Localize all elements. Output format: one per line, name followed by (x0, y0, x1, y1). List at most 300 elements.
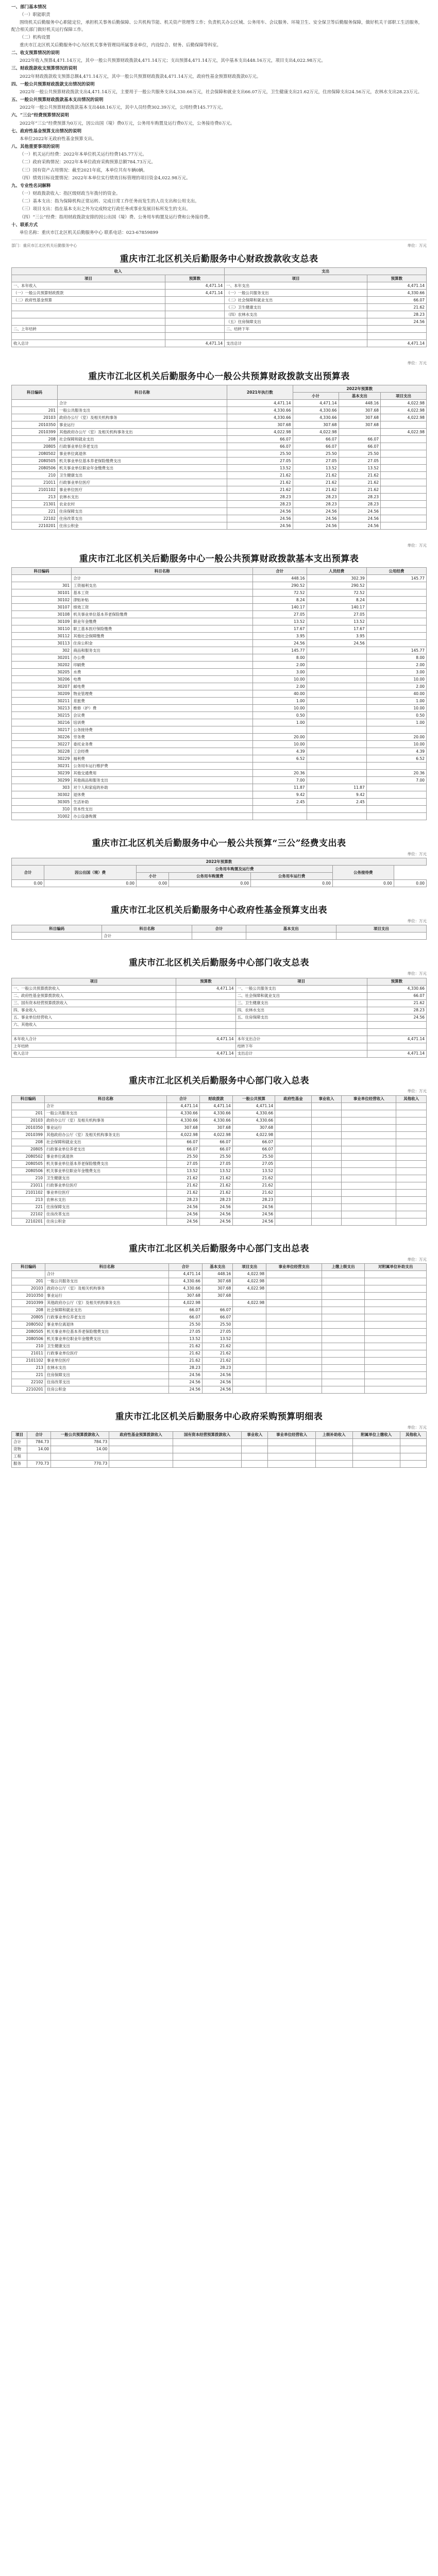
table-cell (322, 1364, 365, 1371)
table-cell: 213 (12, 1196, 45, 1204)
table-cell (366, 726, 426, 734)
table-cell: 21.62 (367, 304, 426, 311)
table-cell: 66.07 (293, 436, 339, 443)
table-cell (381, 472, 427, 479)
table-cell: 退休费 (72, 791, 253, 799)
table-cell: 一般公共服务支出 (45, 1110, 167, 1117)
table-cell (322, 1299, 365, 1307)
table-row (12, 683, 427, 690)
table-cell: 25.50 (202, 1321, 232, 1328)
table-title: 重庆市江北区机关后勤服务中心部门支出总表 (129, 1243, 309, 1254)
table-cell: 66.07 (232, 1139, 275, 1146)
table-cell (275, 1146, 311, 1153)
table-row (12, 1160, 427, 1167)
table-cell: 66.07 (166, 1139, 199, 1146)
table-cell (322, 1321, 365, 1328)
table-cell: 住房改革支出 (45, 1379, 169, 1386)
table-cell (396, 1196, 427, 1204)
table-cell: 2.00 (366, 662, 426, 669)
table-cell: 2080502 (12, 450, 58, 457)
table-cell: 基本工资 (72, 589, 253, 597)
table-cell (396, 1218, 427, 1225)
table-title: 重庆市江北区机关后勤服务中心一般公共预算“三公”经费支出表 (92, 838, 346, 849)
table-cell: 一、一般公共预算拨款收入 (12, 985, 176, 992)
table-cell (396, 1204, 427, 1211)
table-cell: 其他政府办公厅（室）及相关机构事务支出 (57, 429, 227, 436)
table-cell (315, 1438, 352, 1446)
table-cell: 20.00 (366, 734, 426, 741)
table-cell: 农业农村 (57, 501, 227, 508)
table-cell (311, 1117, 342, 1124)
table-cell: 28.23 (199, 1196, 232, 1204)
table-cell: 22102 (12, 1211, 45, 1218)
table-cell: 307.68 (293, 421, 339, 429)
table-cell: 4,471.14 (199, 1103, 232, 1110)
table-cell (27, 1453, 51, 1460)
table-cell (225, 333, 367, 340)
table-cell: 30216 (12, 719, 72, 726)
paragraph: （一）职能职责 (20, 12, 50, 18)
table-cell: 支出总计 (225, 340, 367, 347)
table-row (12, 582, 427, 589)
table-cell: （二）政府性基金预算 (12, 297, 165, 304)
column-header: 2022年预算数 (12, 858, 427, 866)
table-cell: 66.07 (232, 1146, 275, 1153)
table-cell: 66.07 (169, 1307, 203, 1314)
table-cell: 201 (12, 407, 58, 414)
table-cell: 201 (12, 1110, 45, 1117)
table-cell (307, 676, 366, 683)
table-cell: 21.62 (367, 999, 426, 1007)
table-cell: 13.52 (199, 1167, 232, 1175)
table-cell: 职业年金缴费 (72, 618, 253, 625)
table-row (12, 676, 427, 683)
table-cell: 五、事业单位经营收入 (12, 1014, 176, 1021)
table-cell: 住房公积金 (57, 522, 227, 530)
section-heading: 七、政府性基金预算支出情况的说明 (11, 128, 82, 134)
table-cell: 27.05 (253, 611, 307, 618)
table-cell: 2010350 (12, 1124, 45, 1131)
table-row (12, 450, 427, 457)
table-cell (173, 1460, 242, 1467)
table-cell (266, 1335, 322, 1343)
column-header: 支出 (225, 268, 427, 275)
table-cell (311, 1196, 342, 1204)
table-cell (315, 1446, 352, 1453)
paragraph: （二）机构设置 (20, 35, 50, 40)
table-cell (242, 1438, 268, 1446)
table-cell (365, 1321, 427, 1328)
table-cell: 1.00 (366, 719, 426, 726)
table-cell: 政府办公厅（室）及相关机构事务 (45, 1117, 167, 1124)
column-header: 事业收入 (311, 1095, 342, 1103)
table-cell (396, 1160, 427, 1167)
table-row (12, 741, 427, 748)
table-cell: 24.56 (202, 1379, 232, 1386)
column-header: 项目支出 (233, 1263, 266, 1270)
table-cell (253, 762, 307, 770)
table-cell: 公务接待费 (72, 726, 253, 734)
table-cell: 30217 (12, 726, 72, 734)
table-cell: 6.52 (366, 755, 426, 762)
table-row (12, 1103, 427, 1110)
header-row (12, 385, 427, 393)
table-row (12, 762, 427, 770)
table-cell: 行政事业单位医疗 (57, 479, 227, 486)
table-cell: 30206 (12, 676, 72, 683)
table-cell: 机关事业单位职业年金缴费支出 (45, 1335, 169, 1343)
table-cell (173, 1446, 242, 1453)
table-cell: 职工基本医疗保险缴费 (72, 625, 253, 633)
table-cell: 4,471.14 (367, 1036, 426, 1043)
table-cell (396, 1189, 427, 1196)
column-header: 小计 (293, 393, 339, 400)
table-cell (365, 1270, 427, 1278)
table-cell (322, 1292, 365, 1299)
table-cell: 21.62 (227, 479, 293, 486)
table-cell: 21.62 (293, 486, 339, 494)
table-cell: 2210201 (12, 1386, 45, 1393)
table-cell (275, 1110, 311, 1117)
table-cell: 66.07 (367, 992, 426, 999)
table-cell: 行政事业单位养老支出 (45, 1146, 167, 1153)
table-cell: 四、事业收入 (12, 1007, 176, 1014)
table-row (12, 1021, 427, 1028)
table-cell: 201 (12, 1278, 45, 1285)
budget-explanation-text (11, 4, 427, 236)
units-label: 单位：万元 (407, 919, 427, 924)
table-cell: 21011 (12, 1350, 45, 1357)
table-cell (381, 465, 427, 472)
table-cell: 28.23 (166, 1196, 199, 1204)
units-label: 单位：万元 (407, 1089, 427, 1094)
header-row (12, 866, 427, 873)
table-cell (266, 1270, 322, 1278)
table-cell: 28.23 (169, 1364, 203, 1371)
column-header: 项目 (12, 275, 165, 282)
table-cell: 24.56 (232, 1211, 275, 1218)
table-cell (396, 1153, 427, 1160)
table-row (12, 640, 427, 647)
table-cell: 4,022.98 (233, 1299, 266, 1307)
table-row (12, 1278, 427, 1285)
table-row (12, 1124, 427, 1131)
table-cell: 2010350 (12, 421, 58, 429)
table-cell: 4,022.98 (199, 1131, 232, 1139)
column-header: 科目名称 (45, 1263, 169, 1270)
table-cell: 10.00 (366, 676, 426, 683)
table-cell (311, 1189, 342, 1196)
table-cell (366, 625, 426, 633)
table-cell: 事业单位医疗 (45, 1357, 169, 1364)
table-cell (322, 1379, 365, 1386)
department-revenue-expenditure-summary (11, 957, 427, 1057)
table-cell (311, 1211, 342, 1218)
table-cell (253, 813, 307, 820)
table-cell: 物业管理费 (72, 690, 253, 698)
table-row (12, 1335, 427, 1343)
table-cell: 66.07 (367, 297, 426, 304)
table-cell: 11.87 (307, 784, 366, 791)
fiscal-revenue-expenditure-summary (11, 243, 427, 347)
table-cell (366, 589, 426, 597)
table-cell: 24.56 (166, 1211, 199, 1218)
table-cell (266, 1343, 322, 1350)
column-header: 事业单位经营支出 (266, 1263, 322, 1270)
header-row (12, 978, 427, 985)
table-cell (365, 1292, 427, 1299)
table-cell: 221 (12, 1204, 45, 1211)
table-row (12, 340, 427, 347)
column-header: 上级补助收入 (315, 1431, 352, 1438)
table-cell (275, 1117, 311, 1124)
table-cell: 24.56 (202, 1371, 232, 1379)
table-cell: 2101102 (12, 1189, 45, 1196)
table-cell: 24.56 (367, 318, 426, 326)
table-cell: 24.56 (227, 522, 293, 530)
table-row (12, 443, 427, 450)
table-cell: 14.00 (27, 1446, 51, 1453)
table-cell (367, 333, 426, 340)
table-cell (233, 1321, 266, 1328)
table-cell (322, 1307, 365, 1314)
header-row (12, 1095, 427, 1103)
table-cell: 3.00 (253, 669, 307, 676)
table-cell: 2080505 (12, 1328, 45, 1335)
table-cell: 221 (12, 508, 58, 515)
column-header: 项目支出 (381, 393, 427, 400)
table-cell: 303 (12, 784, 72, 791)
table-cell: 30299 (12, 777, 72, 784)
table-cell: 4,471.14 (165, 340, 224, 347)
procurement-table (11, 1411, 427, 1468)
table-cell: 17.67 (253, 625, 307, 633)
three-public-expenses-table (11, 838, 427, 887)
table-cell: 2010350 (12, 1292, 45, 1299)
table-row (12, 1364, 427, 1371)
table-cell (307, 683, 366, 690)
table-cell: 21.62 (232, 1175, 275, 1182)
table-cell (396, 1182, 427, 1189)
section-heading: 三、财政拨款收支预算情况的说明 (11, 66, 77, 72)
column-header: 2021年执行数 (227, 385, 293, 400)
table-cell: 0.00 (137, 880, 169, 887)
table-row (12, 1357, 427, 1364)
table-cell: 办公设备购置 (72, 813, 253, 820)
table-cell: 农林水支出 (45, 1364, 169, 1371)
table-cell (342, 1103, 396, 1110)
table-cell (365, 1371, 427, 1379)
column-header: 合计 (192, 925, 246, 933)
table-cell (307, 777, 366, 784)
table-cell (242, 1446, 268, 1453)
table-cell: 4,330.66 (199, 1117, 232, 1124)
table-cell: 维修（护）费 (72, 705, 253, 712)
table-cell: 302.39 (307, 575, 366, 582)
table-cell: 13.52 (202, 1335, 232, 1343)
table-cell: 21.62 (293, 479, 339, 486)
paragraph: （二）政府采购情况：2022年本单位政府采购预算总额784.73万元。 (20, 160, 156, 165)
table-row (12, 662, 427, 669)
table-cell: 24.56 (367, 1014, 426, 1021)
table-cell (307, 741, 366, 748)
table-cell: 24.56 (199, 1218, 232, 1225)
table-cell: 资本性支出 (72, 806, 253, 813)
table-cell: 福利费 (72, 755, 253, 762)
table-cell: 210 (12, 472, 58, 479)
table-cell: 307.68 (339, 414, 380, 421)
table-cell (311, 1110, 342, 1117)
table-cell: 机关事业单位基本养老保险缴费支出 (57, 457, 227, 465)
table-cell (307, 712, 366, 719)
table-cell: 2101102 (12, 486, 58, 494)
table-cell: 448.16 (253, 575, 307, 582)
table-cell (266, 1350, 322, 1357)
table-cell (307, 770, 366, 777)
table-cell: 8.00 (253, 654, 307, 662)
table-cell: 上年结转 (12, 1043, 176, 1050)
table-row (12, 1146, 427, 1153)
table-cell: 145.77 (253, 647, 307, 654)
paragraph: 2022年一般公共预算财政拨款基本支出448.16万元，其中人员经费302.39万元，公用经费145.77万元。 (20, 105, 226, 111)
table-cell: （一）一般公共预算财政拨款 (12, 290, 165, 297)
table-cell: 4,471.14 (367, 1050, 426, 1057)
table-cell: 27.05 (307, 611, 366, 618)
table-cell: 结转下年 (235, 1043, 367, 1050)
table-cell (275, 1204, 311, 1211)
table-row (12, 992, 427, 999)
table-cell (311, 1146, 342, 1153)
table-cell (307, 669, 366, 676)
column-header: 科目名称 (45, 1095, 167, 1103)
table-cell (381, 494, 427, 501)
table-cell: 行政事业单位养老支出 (57, 443, 227, 450)
table-cell (342, 1175, 396, 1182)
table-cell: 4,022.98 (381, 407, 427, 414)
table-cell (233, 1292, 266, 1299)
table-cell (400, 1446, 426, 1453)
table-cell: 事业单位医疗 (57, 486, 227, 494)
table-cell: 3.00 (366, 669, 426, 676)
table-cell (381, 421, 427, 429)
table-cell: 21.62 (169, 1343, 203, 1350)
table-cell (342, 1139, 396, 1146)
table-cell (307, 755, 366, 762)
table-cell: 20805 (12, 443, 58, 450)
column-header: 其他收入 (400, 1431, 426, 1438)
table-row (12, 1153, 427, 1160)
table-cell: 2080502 (12, 1153, 45, 1160)
table-cell: 2.00 (253, 662, 307, 669)
table-cell: 30108 (12, 611, 72, 618)
table-cell (12, 1028, 176, 1036)
table-row (12, 400, 427, 407)
table-cell (342, 1218, 396, 1225)
table-row (12, 1350, 427, 1357)
table-row (12, 1189, 427, 1196)
table-cell (12, 1270, 45, 1278)
table-cell (109, 1460, 173, 1467)
table-cell (165, 297, 224, 304)
column-header: 科目编码 (12, 385, 58, 400)
table-row (12, 1050, 427, 1057)
table-cell (109, 1438, 173, 1446)
table-cell: 66.07 (199, 1139, 232, 1146)
header-row (12, 268, 427, 275)
table-cell (322, 1357, 365, 1364)
table-row (12, 1307, 427, 1314)
table-meta (11, 361, 427, 366)
table-cell: 30102 (12, 597, 72, 604)
table-cell: 0.00 (394, 880, 426, 887)
table-row (12, 1182, 427, 1189)
paragraph: （三）国有资产占用情况：截至2021年底，本单位共有车辆0辆。 (20, 167, 148, 173)
table-cell: 30215 (12, 712, 72, 719)
table-cell (366, 762, 426, 770)
table-cell: （二）社会保障和就业支出 (225, 297, 367, 304)
unit-label: 部门：重庆市江北区机关后勤服务中心 (11, 243, 77, 248)
units-label: 单位：万元 (407, 1257, 427, 1262)
table-cell: （一）一般公共服务支出 (225, 290, 367, 297)
column-header: 科目名称 (102, 925, 192, 933)
paragraph: 2022年收入预算4,471.14万元，其中一般公共预算财政拨款4,471.14万元；支出预算4,471.14万元，其中基本支出448.16万元，项目支出4,022.98万元。 (20, 58, 326, 64)
table-cell: 事业运行 (57, 421, 227, 429)
table-cell: 66.07 (199, 1146, 232, 1153)
table-row (12, 770, 427, 777)
table-cell (381, 508, 427, 515)
table-meta (11, 243, 427, 248)
paragraph: 2022年财政拨款收支预算总额4,471.14万元，其中一般公共预算财政拨款4,471.14万元，政府性基金预算财政拨款0万元。 (20, 74, 261, 79)
column-header: 对附属单位补助支出 (365, 1263, 427, 1270)
table-cell: 27.05 (169, 1328, 203, 1335)
table-cell: 机关事业单位基本养老保险缴费 (72, 611, 253, 618)
table-row (12, 999, 427, 1007)
table-cell: 货物 (12, 1446, 27, 1453)
table-cell: 政府办公厅（室）及相关机构事务 (45, 1285, 169, 1292)
procurement-grid (11, 1431, 427, 1468)
table-cell: 21.62 (339, 479, 380, 486)
table-cell (307, 690, 366, 698)
table-cell (396, 1110, 427, 1117)
table-cell: 6.52 (253, 755, 307, 762)
table-cell: 13.52 (169, 1335, 203, 1343)
table-row (12, 597, 427, 604)
table-row (12, 575, 427, 582)
table-cell: 21.62 (166, 1189, 199, 1196)
table-cell: 二、上年结转 (12, 326, 165, 333)
table-cell: 培训费 (72, 719, 253, 726)
table-meta (11, 919, 427, 924)
column-header: 小计 (137, 873, 169, 880)
table-cell: 2210201 (12, 1218, 45, 1225)
table-meta (11, 543, 427, 548)
table-cell: 2080502 (12, 1321, 45, 1328)
table-cell: 9.42 (253, 791, 307, 799)
department-revenue-table (11, 1075, 427, 1226)
table-cell: 4,330.66 (293, 407, 339, 414)
column-header: 预算数 (176, 978, 235, 985)
table-meta (11, 971, 427, 976)
table-cell: 307.68 (202, 1278, 232, 1285)
table-cell (381, 450, 427, 457)
table-cell: 绩效工资 (72, 604, 253, 611)
department-revenue-grid (11, 1095, 427, 1226)
table-cell (365, 1364, 427, 1371)
table-cell (311, 1218, 342, 1225)
table-cell: 行政事业单位医疗 (45, 1182, 167, 1189)
table-cell: 24.56 (169, 1379, 203, 1386)
column-header: 预算数 (367, 978, 426, 985)
